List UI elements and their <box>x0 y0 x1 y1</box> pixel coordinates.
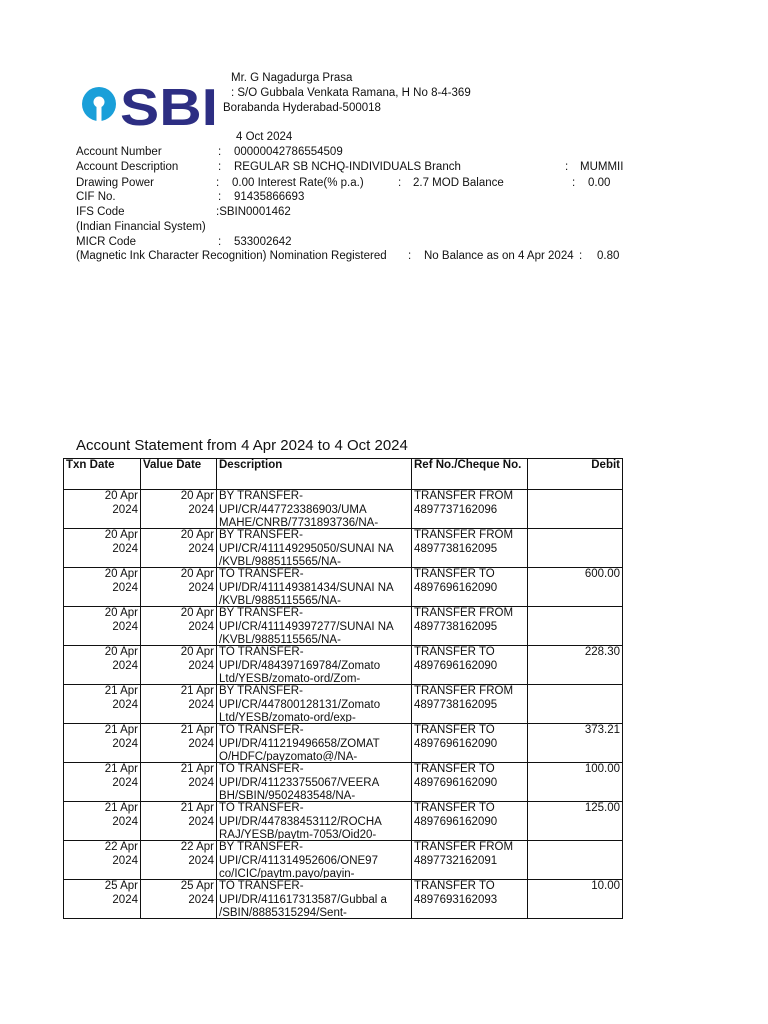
debit-cell <box>528 880 623 919</box>
debit-cell <box>528 724 623 763</box>
description-line1: TO TRANSFER- <box>219 724 304 736</box>
interest-rate-sep: : <box>398 177 402 189</box>
ref-number: 4897696162090 <box>414 581 498 594</box>
description-line1: BY TRANSFER- <box>219 529 303 541</box>
drawing-power-label: Drawing Power <box>76 177 154 189</box>
value-date-year: 2024 <box>188 698 214 711</box>
value-date-year: 2024 <box>188 542 214 555</box>
customer-name: Mr. G Nagadurga Prasa <box>231 72 353 84</box>
value-date-day: 20 Apr <box>180 490 214 502</box>
balance-sep: : <box>579 250 583 262</box>
txn-date-cell <box>64 880 141 919</box>
txn-date-year: 2024 <box>112 659 138 672</box>
description-line3: /KVBL/9885115565/NA- <box>219 595 341 605</box>
debit-cell <box>528 763 623 802</box>
txn-date-year: 2024 <box>112 893 138 906</box>
txn-date-cell <box>64 529 141 568</box>
value-date-year: 2024 <box>188 776 214 789</box>
description-cell <box>217 529 412 568</box>
ref-number: 4897696162090 <box>414 776 498 789</box>
ifs-note: (Indian Financial System) <box>76 221 206 233</box>
ref-number: 4897693162093 <box>414 893 498 906</box>
description-line3: co/ICIC/paytm.payo/payin- <box>219 868 355 878</box>
ref-number: 4897696162090 <box>414 815 498 828</box>
value-date-cell <box>141 841 217 880</box>
value-date-cell <box>141 685 217 724</box>
col-header-description: Description <box>217 459 412 490</box>
table-row <box>64 802 623 841</box>
ref-no-cell <box>412 490 528 529</box>
value-date-cell <box>141 568 217 607</box>
description-line1: TO TRANSFER- <box>219 763 304 775</box>
description-line3: /SBIN/8885315294/Sent- <box>219 907 347 917</box>
txn-date-year: 2024 <box>112 542 138 555</box>
description-line1: TO TRANSFER- <box>219 802 304 814</box>
ref-no-cell <box>412 607 528 646</box>
table-header-row <box>64 459 623 490</box>
txn-date-day: 21 Apr <box>104 763 138 775</box>
txn-date-year: 2024 <box>112 737 138 750</box>
col-header-txn-date: Txn Date <box>64 459 141 490</box>
ref-type: TRANSFER FROM <box>414 529 514 541</box>
description-line2: UPI/DR/411617313587/Gubbal a <box>219 893 387 906</box>
txn-date-cell <box>64 841 141 880</box>
ref-type: TRANSFER TO <box>414 724 495 736</box>
table-row <box>64 724 623 763</box>
branch-value: MUMMII <box>580 161 624 173</box>
account-description-sep: : <box>218 161 222 173</box>
description-line1: BY TRANSFER- <box>219 607 303 619</box>
value-date-year: 2024 <box>188 815 214 828</box>
value-date-day: 20 Apr <box>180 529 214 541</box>
account-number-label: Account Number <box>76 146 162 158</box>
statement-title: Account Statement from 4 Apr 2024 to 4 Oct 2024 <box>76 437 408 454</box>
ref-number: 4897737162096 <box>414 503 498 516</box>
description-line3: RAJ/YESB/paytm-7053/Oid20- <box>219 829 377 839</box>
micr-sep: : <box>218 236 222 248</box>
txn-date-cell <box>64 607 141 646</box>
debit-amount: 125.00 <box>584 802 620 814</box>
debit-cell <box>528 607 623 646</box>
ref-type: TRANSFER FROM <box>414 841 514 853</box>
ref-type: TRANSFER FROM <box>414 685 514 697</box>
description-line3: Ltd/YESB/zomato-ord/exp- <box>219 712 356 722</box>
table-row <box>64 763 623 802</box>
txn-date-cell <box>64 685 141 724</box>
txn-date-year: 2024 <box>112 698 138 711</box>
value-date-cell <box>141 490 217 529</box>
value-date-cell <box>141 802 217 841</box>
table-row <box>64 490 623 529</box>
description-line2: UPI/DR/447838453112/ROCHA <box>219 815 382 828</box>
value-date-year: 2024 <box>188 854 214 867</box>
description-line1: TO TRANSFER- <box>219 568 304 580</box>
value-date-day: 21 Apr <box>180 763 214 775</box>
description-line1: TO TRANSFER- <box>219 880 304 892</box>
micr-note: (Magnetic Ink Character Recognition) Nomination Registered <box>76 250 387 262</box>
ref-type: TRANSFER TO <box>414 646 495 658</box>
ref-type: TRANSFER TO <box>414 763 495 775</box>
value-date-year: 2024 <box>188 503 214 516</box>
ref-number: 4897738162095 <box>414 620 498 633</box>
description-line2: UPI/CR/411314952606/ONE97 <box>219 854 378 867</box>
description-line3: MAHE/CNRB/7731893736/NA- <box>219 517 379 527</box>
value-date-year: 2024 <box>188 659 214 672</box>
value-date-day: 21 Apr <box>180 685 214 697</box>
account-description-value: REGULAR SB NCHQ-INDIVIDUALS Branch <box>234 161 461 173</box>
txn-date-year: 2024 <box>112 854 138 867</box>
statement-date: 4 Oct 2024 <box>236 131 293 143</box>
value-date-day: 20 Apr <box>180 607 214 619</box>
description-line2: UPI/CR/411149397277/SUNAI NA <box>219 620 394 633</box>
txn-date-cell <box>64 763 141 802</box>
ifs-value: :SBIN0001462 <box>216 206 291 218</box>
txn-date-year: 2024 <box>112 815 138 828</box>
txn-date-day: 21 Apr <box>104 685 138 697</box>
value-date-cell <box>141 646 217 685</box>
txn-date-day: 20 Apr <box>104 529 138 541</box>
ref-type: TRANSFER TO <box>414 802 495 814</box>
debit-cell <box>528 802 623 841</box>
ref-number: 4897696162090 <box>414 737 498 750</box>
debit-cell <box>528 646 623 685</box>
description-line3: /KVBL/9885115565/NA- <box>219 634 341 644</box>
description-line2: UPI/DR/484397169784/Zomato <box>219 659 381 672</box>
description-line2: UPI/DR/411233755067/VEERA <box>219 776 380 789</box>
value-date-year: 2024 <box>188 737 214 750</box>
debit-cell <box>528 568 623 607</box>
col-header-ref-no: Ref No./Cheque No. <box>412 459 528 490</box>
table-row <box>64 568 623 607</box>
description-line3: BH/SBIN/9502483548/NA- <box>219 790 356 800</box>
description-cell <box>217 802 412 841</box>
cif-value: 91435866693 <box>234 191 305 203</box>
ref-no-cell <box>412 685 528 724</box>
cif-label: CIF No. <box>76 191 116 203</box>
debit-cell <box>528 685 623 724</box>
txn-date-cell <box>64 490 141 529</box>
table-row <box>64 646 623 685</box>
value-date-day: 21 Apr <box>180 802 214 814</box>
drawing-power-value: 0.00 Interest Rate(% p.a.) <box>232 177 364 189</box>
table-row <box>64 607 623 646</box>
description-cell <box>217 763 412 802</box>
debit-amount: 100.00 <box>584 763 620 775</box>
txn-date-year: 2024 <box>112 620 138 633</box>
account-number-sep: : <box>218 146 222 158</box>
description-line3: Ltd/YESB/zomato-ord/Zom- <box>219 673 361 683</box>
ifs-label: IFS Code <box>76 206 125 218</box>
debit-amount: 373.21 <box>584 724 620 736</box>
mod-balance-value: 0.00 <box>588 177 611 189</box>
description-line2: UPI/DR/411149381434/SUNAI NA <box>219 581 394 594</box>
nomination-value: No Balance as on 4 Apr 2024 <box>424 250 574 262</box>
txn-date-cell <box>64 646 141 685</box>
table-row <box>64 880 623 919</box>
ref-number: 4897738162095 <box>414 698 498 711</box>
value-date-cell <box>141 724 217 763</box>
table-row <box>64 529 623 568</box>
interest-rate-value: 2.7 MOD Balance <box>413 177 504 189</box>
mod-balance-sep: : <box>572 177 576 189</box>
description-cell <box>217 607 412 646</box>
description-cell <box>217 646 412 685</box>
txn-date-day: 22 Apr <box>104 841 138 853</box>
transactions-table <box>63 458 623 919</box>
ref-type: TRANSFER TO <box>414 880 495 892</box>
value-date-day: 22 Apr <box>180 841 214 853</box>
txn-date-cell <box>64 568 141 607</box>
value-date-year: 2024 <box>188 620 214 633</box>
ref-no-cell <box>412 724 528 763</box>
ref-no-cell <box>412 646 528 685</box>
debit-cell <box>528 841 623 880</box>
description-line1: BY TRANSFER- <box>219 841 303 853</box>
txn-date-year: 2024 <box>112 776 138 789</box>
branch-sep: : <box>565 161 569 173</box>
description-cell <box>217 724 412 763</box>
txn-date-cell <box>64 802 141 841</box>
account-description-label: Account Description <box>76 161 179 173</box>
description-line3: O/HDFC/payzomato@/NA- <box>219 751 358 761</box>
description-line2: UPI/CR/447723386903/UMA <box>219 503 367 516</box>
value-date-year: 2024 <box>188 893 214 906</box>
value-date-cell <box>141 607 217 646</box>
txn-date-day: 25 Apr <box>104 880 138 892</box>
ref-type: TRANSFER FROM <box>414 490 514 502</box>
txn-date-day: 20 Apr <box>104 568 138 580</box>
sbi-keyhole-icon <box>82 87 116 122</box>
txn-date-year: 2024 <box>112 503 138 516</box>
col-header-debit: Debit <box>528 459 623 490</box>
col-header-value-date: Value Date <box>141 459 217 490</box>
ref-type: TRANSFER TO <box>414 568 495 580</box>
txn-date-day: 21 Apr <box>104 802 138 814</box>
debit-amount: 228.30 <box>584 646 620 658</box>
value-date-day: 25 Apr <box>180 880 214 892</box>
sbi-logo <box>80 78 220 130</box>
debit-cell <box>528 529 623 568</box>
ref-number: 4897696162090 <box>414 659 498 672</box>
ref-no-cell <box>412 529 528 568</box>
description-cell <box>217 841 412 880</box>
ref-number: 4897738162095 <box>414 542 498 555</box>
description-cell <box>217 490 412 529</box>
customer-address-line1: : S/O Gubbala Venkata Ramana, H No 8-4-369 <box>231 87 471 99</box>
debit-amount: 10.00 <box>591 880 620 892</box>
debit-cell <box>528 490 623 529</box>
nomination-sep: : <box>408 250 412 262</box>
description-line1: TO TRANSFER- <box>219 646 304 658</box>
txn-date-cell <box>64 724 141 763</box>
value-date-day: 20 Apr <box>180 646 214 658</box>
micr-label: MICR Code <box>76 236 137 248</box>
value-date-cell <box>141 529 217 568</box>
value-date-cell <box>141 763 217 802</box>
value-date-day: 21 Apr <box>180 724 214 736</box>
sbi-logo-text: SBI <box>120 79 218 130</box>
ref-no-cell <box>412 802 528 841</box>
description-line3: /KVBL/9885115565/NA- <box>219 556 341 566</box>
ref-no-cell <box>412 568 528 607</box>
description-line2: UPI/CR/447800128131/Zomato <box>219 698 381 711</box>
description-line2: UPI/DR/411219496658/ZOMAT <box>219 737 380 750</box>
txn-date-day: 20 Apr <box>104 646 138 658</box>
txn-date-day: 20 Apr <box>104 490 138 502</box>
txn-date-day: 21 Apr <box>104 724 138 736</box>
ref-no-cell <box>412 841 528 880</box>
table-row <box>64 685 623 724</box>
cif-sep: : <box>218 191 222 203</box>
description-cell <box>217 685 412 724</box>
account-number-value: 00000042786554509 <box>234 146 343 158</box>
transactions-body <box>64 490 623 919</box>
description-line1: BY TRANSFER- <box>219 685 303 697</box>
description-line2: UPI/CR/411149295050/SUNAI NA <box>219 542 394 555</box>
balance-value: 0.80 <box>597 250 620 262</box>
value-date-day: 20 Apr <box>180 568 214 580</box>
ref-no-cell <box>412 763 528 802</box>
debit-amount: 600.00 <box>584 568 620 580</box>
description-line1: BY TRANSFER- <box>219 490 303 502</box>
description-cell <box>217 568 412 607</box>
customer-address-line2: Borabanda Hyderabad-500018 <box>223 102 381 114</box>
description-cell <box>217 880 412 919</box>
drawing-power-sep: : <box>216 177 220 189</box>
ref-no-cell <box>412 880 528 919</box>
ref-number: 4897732162091 <box>414 854 498 867</box>
value-date-cell <box>141 880 217 919</box>
txn-date-day: 20 Apr <box>104 607 138 619</box>
value-date-year: 2024 <box>188 581 214 594</box>
table-row <box>64 841 623 880</box>
txn-date-year: 2024 <box>112 581 138 594</box>
ref-type: TRANSFER FROM <box>414 607 514 619</box>
micr-value: 533002642 <box>234 236 292 248</box>
